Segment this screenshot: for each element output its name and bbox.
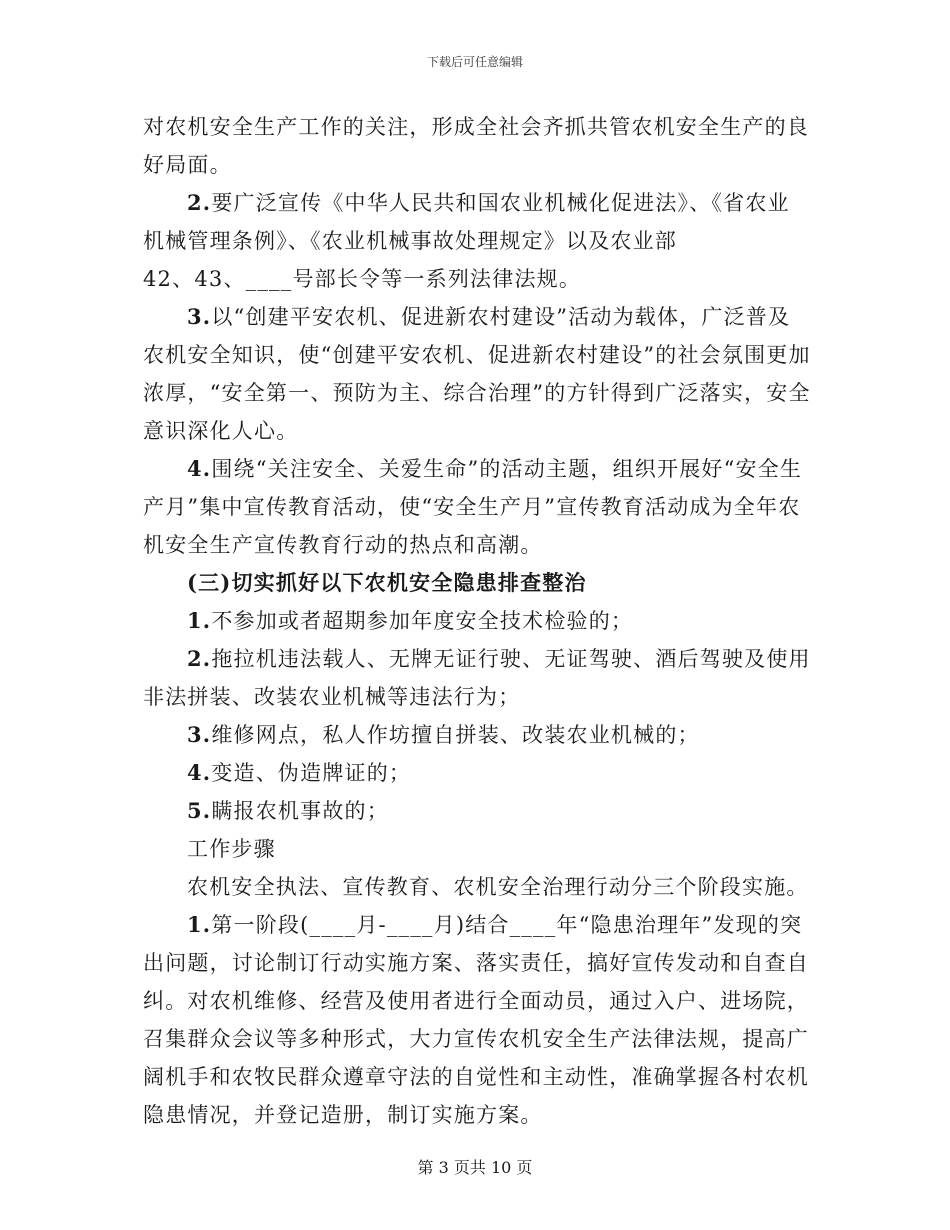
paragraph-text: 不参加或者超期参加年度安全技术检验的； (211, 609, 634, 633)
item-number: 1. (187, 912, 212, 937)
paragraph-item-4 (143, 450, 811, 564)
paragraph-text: 围绕“关注安全、关爱生命”的活动主题，组织开展好“安全生产月”集中宣传教育活动，使“安全生产月”宣传教育活动成为全年农机安全生产宣传教育行动的热点和高潮。 (143, 457, 803, 557)
paragraph-continuation (143, 108, 811, 184)
page-header: 下载后可任意编辑 (426, 55, 523, 69)
document-body (143, 108, 811, 1134)
item-number: 3. (187, 722, 212, 747)
hazard-item-4 (143, 754, 811, 792)
item-number: 2. (187, 646, 212, 671)
paragraph-text: 42、43、____号部长令等一系列法律法规。 (143, 267, 582, 291)
paragraph-text: 变造、伪造牌证的； (211, 761, 412, 785)
paragraph-text: 拖拉机违法载人、无牌无证行驶、无证驾驶、酒后驾驶及使用非法拼装、改装农业机械等违法行为； (143, 647, 811, 709)
paragraph-item-2 (143, 184, 811, 260)
hazard-item-3 (143, 716, 811, 754)
hazard-item-1 (143, 602, 811, 640)
page-footer: 第 3 页共 10 页 (417, 1158, 533, 1177)
paragraph-text: 对农机安全生产工作的关注，形成全社会齐抓共管农机安全生产的良好局面。 (143, 115, 809, 177)
item-number: 1. (187, 608, 212, 633)
item-number: 4. (187, 760, 212, 785)
paragraph-text: 以“创建平安农机、促进新农村建设”活动为载体，广泛普及农机安全知识，使“创建平安农机、促进新农村建设”的社会氛围更加浓厚，“安全第一、预防为主、综合治理”的方针得到广泛落实，安全意识深化人心。 (143, 305, 811, 443)
stage-item-1 (143, 906, 811, 1134)
paragraph-text: 第一阶段(____月-____月)结合____年“隐患治理年”发现的突出问题，讨论制订行动实施方案、落实责任，搞好宣传发动和自查自纠。对农机维修、经营及使用者进行全面动员，通过入户、进场院，召集群众会议等多种形式，大力宣传农机安全生产法律法规，提高广阔机手和农牧民群众遵章守法的自觉性和主动性，准确掌握各村农机隐患情况，并登记造册，制订实施方案。 (143, 913, 809, 1127)
work-steps-intro (143, 868, 811, 906)
work-steps-heading (143, 830, 811, 868)
paragraph-text: 农机安全执法、宣传教育、农机安全治理行动分三个阶段实施。 (187, 875, 809, 899)
paragraph-text: 要广泛宣传《中华人民共和国农业机械化促进法》、《省农业机械管理条例》、《农业机械事故处理规定》以及农业部 (143, 191, 790, 253)
item-number: 2. (187, 190, 212, 215)
item-number: 5. (187, 798, 212, 823)
paragraph-text: 维修网点，私人作坊擅自拼装、改装农业机械的； (211, 723, 700, 747)
paragraph-continuation-law (143, 260, 811, 298)
hazard-item-2 (143, 640, 811, 716)
hazard-item-5 (143, 792, 811, 830)
item-number: 4. (187, 456, 212, 481)
item-number: 3. (187, 304, 212, 329)
paragraph-text: 工作步骤 (187, 837, 276, 861)
section-heading: (三)切实抓好以下农机安全隐患排查整治 (187, 570, 587, 595)
paragraph-text: 瞒报农机事故的； (211, 799, 389, 823)
paragraph-item-3 (143, 298, 811, 450)
